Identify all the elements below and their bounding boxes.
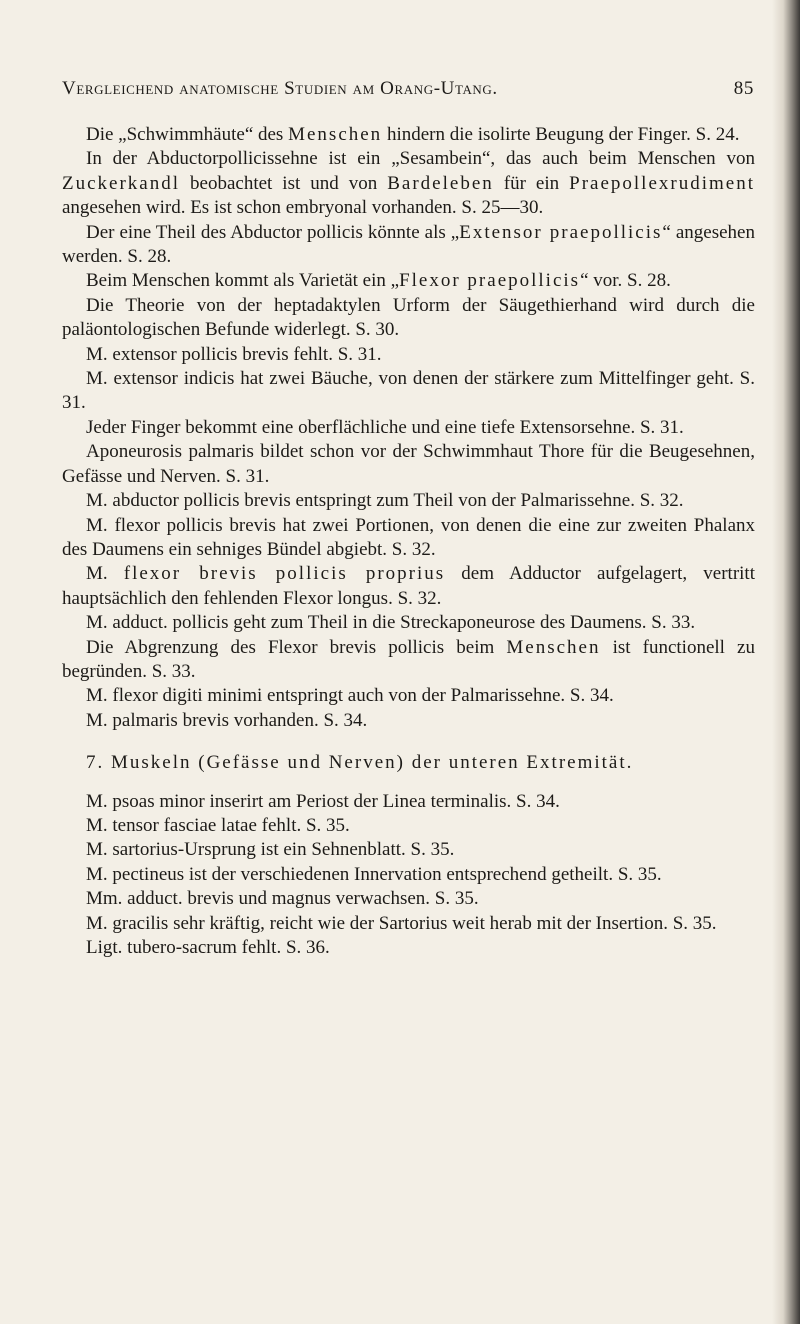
- paragraph: M. sartorius-Ursprung ist ein Sehnenblatt. S. 35.: [86, 839, 455, 861]
- paragraph: M. flexor brevis pollicis proprius dem Adductor aufgelagert, vertritt hauptsächlich den fehlenden Flexor longus. S. 32.: [62, 563, 755, 609]
- page-number: 85: [733, 78, 754, 99]
- paragraph: Aponeurosis palmaris bildet schon vor der Schwimmhaut Thore für die Beugesehnen, Gefässe und Nerven. S. 31.: [62, 441, 755, 487]
- paragraph: Beim Menschen kommt als Varietät ein „Flexor praepollicis“ vor. S. 28.: [86, 270, 671, 292]
- paragraph: M. extensor indicis hat zwei Bäuche, von denen der stärkere zum Mittelfinger geht. S. 31.: [62, 368, 755, 414]
- paragraph: M. tensor fasciae latae fehlt. S. 35.: [86, 814, 350, 836]
- page-edge-shadow: [772, 0, 800, 1324]
- section-heading: 7. Muskeln (Gefässe und Nerven) der unteren Extremität.: [86, 752, 634, 774]
- paragraph: Mm. adduct. brevis und magnus verwachsen. S. 35.: [86, 888, 479, 910]
- paragraph: M. gracilis sehr kräftig, reicht wie der Sartorius weit herab mit der Insertion. S. 35.: [86, 912, 717, 934]
- paragraph: Die Theorie von der heptadaktylen Urform der Säugethierhand wird durch die paläontologischen Befunde widerlegt. S. 30.: [62, 294, 755, 341]
- paragraph: M. flexor digiti minimi entspringt auch von der Palmarissehne. S. 34.: [86, 685, 614, 707]
- paragraph: M. palmaris brevis vorhanden. S. 34.: [86, 709, 368, 731]
- page-body: [62, 123, 755, 960]
- paragraph: Die „Schwimmhäute“ des Menschen hindern die isolirte Beugung der Finger. S. 24.: [86, 124, 740, 145]
- paragraph: M. flexor pollicis brevis hat zwei Portionen, von denen die eine zur zweiten Phalanx des Daumens ein sehniges Bündel abgiebt. S. 32.: [62, 514, 755, 560]
- paragraph: M. adduct. pollicis geht zum Theil in die Streckaponeurose des Daumens. S. 33.: [86, 612, 696, 634]
- paragraph: M. psoas minor inserirt am Periost der Linea terminalis. S. 34.: [86, 790, 560, 812]
- paragraph: M. abductor pollicis brevis entspringt zum Theil von der Palmarissehne. S. 32.: [86, 490, 684, 512]
- paragraph: Die Abgrenzung des Flexor brevis pollicis beim Menschen ist functionell zu begründen. S. 33.: [62, 636, 755, 682]
- paragraph: In der Abductorpollicissehne ist ein „Sesambein“, das auch beim Menschen von Zuckerkandl beobachtet ist und von Bardeleben für ein Praepollexrudiment angesehen wird. Es ist schon embryonal vorhanden. S. 25—30.: [62, 148, 755, 219]
- paragraph: Ligt. tubero-sacrum fehlt. S. 36.: [86, 937, 330, 958]
- paragraph: M. extensor pollicis brevis fehlt. S. 31.: [86, 343, 382, 365]
- running-header: [62, 78, 754, 100]
- paragraph: Der eine Theil des Abductor pollicis könnte als „Extensor praepollicis“ angesehen werden. S. 28.: [62, 221, 755, 268]
- paragraph: Jeder Finger bekommt eine oberflächliche und eine tiefe Extensorsehne. S. 31.: [86, 416, 684, 438]
- paragraph: M. pectineus ist der verschiedenen Innervation entsprechend getheilt. S. 35.: [86, 863, 662, 885]
- running-title: Vergleichend anatomische Studien am Orang-Utang.: [62, 78, 498, 99]
